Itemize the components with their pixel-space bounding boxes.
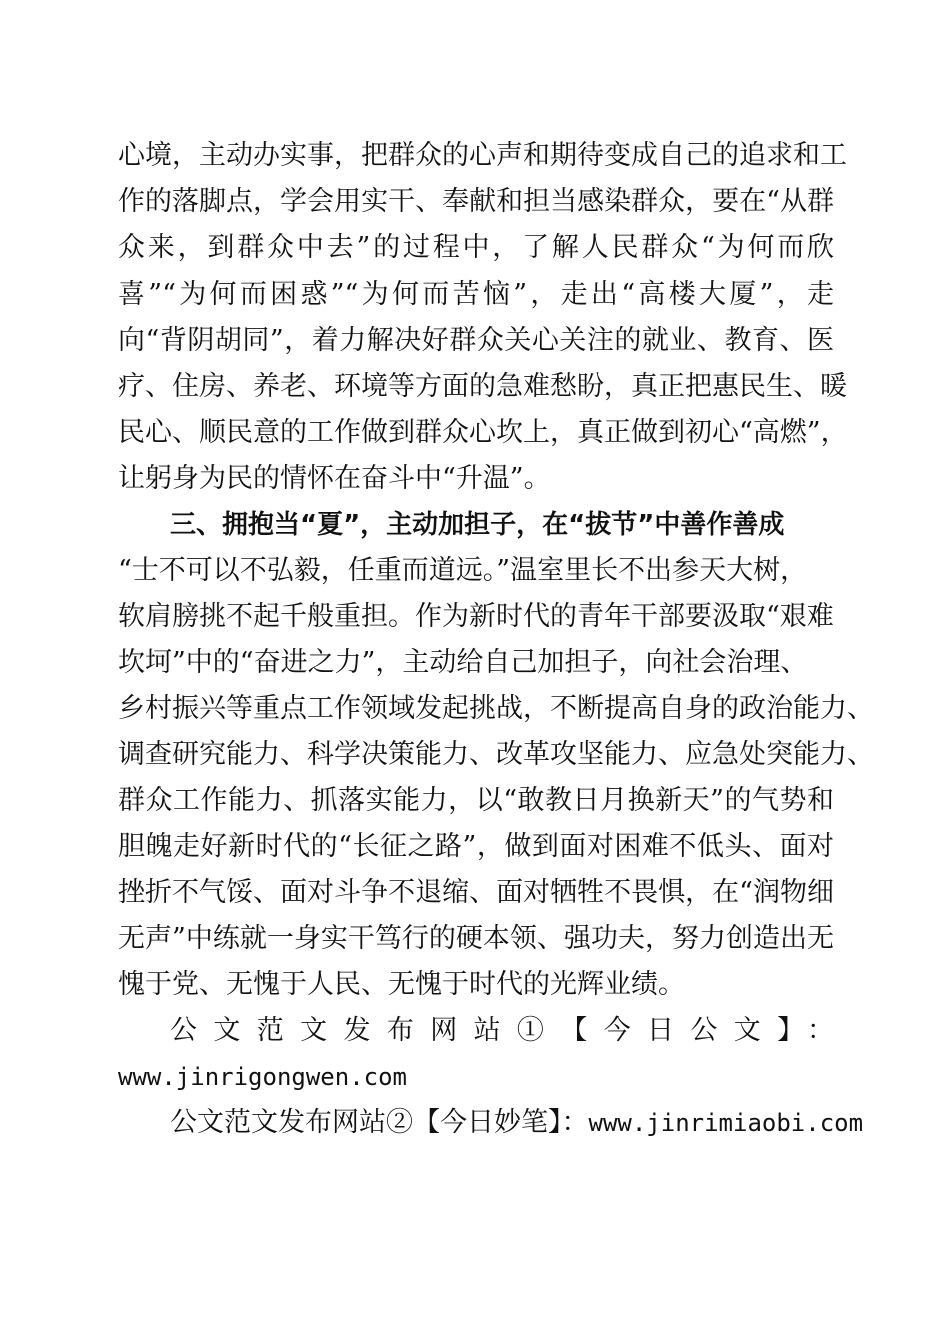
paragraph-line: 软肩膀挑不起千般重担。作为新时代的青年干部要汲取“艰难 — [118, 601, 834, 632]
footer-site2-url[interactable]: www.jinrimiaobi.com — [588, 1109, 864, 1137]
paragraph-line: 调查研究能力、科学决策能力、改革攻坚能力、应急处突能力、 — [118, 739, 874, 770]
paragraph-line: 群众工作能力、抓落实能力，以“敢教日月换新天”的气势和 — [118, 785, 834, 816]
paragraph-line: 让躬身为民的情怀在奋斗中“升温”。 — [118, 463, 551, 494]
paragraph-line: 挫折不气馁、面对斗争不退缩、面对牺牲不畏惧，在“润物细 — [118, 877, 834, 908]
paragraph-line: 众来，到群众中去”的过程中，了解人民群众“为何而欣 — [118, 232, 834, 263]
paragraph-line: 民心、顺民意的工作做到群众心坎上，真正做到初心“高燃”， — [118, 417, 848, 448]
footer-site2 — [170, 1101, 864, 1145]
footer-site1-label: 公文范文发布网站①【今日公文】： — [170, 1015, 834, 1046]
paragraph-line: 无声”中练就一身实干笃行的硬本领、强功夫，努力创造出无 — [118, 923, 834, 954]
paragraph-line: 心境，主动办实事，把群众的心声和期待变成自己的追求和工 — [118, 140, 847, 171]
section-heading: 三、拥抱当“夏”，主动加担子，在“拔节”中善作善成 — [170, 510, 785, 540]
paragraph-line: 坎坷”中的“奋进之力”，主动给自己加担子，向社会治理、 — [118, 647, 808, 678]
paragraph-line: 向“背阴胡同”，着力解决好群众关心关注的就业、教育、医 — [118, 325, 834, 356]
paragraph-line: 作的落脚点，学会用实干、奉献和担当感染群众，要在“从群 — [118, 186, 834, 217]
paragraph-line: 疗、住房、养老、环境等方面的急难愁盼，真正把惠民生、暖 — [118, 371, 847, 402]
footer-site2-label: 公文范文发布网站②【今日妙笔】： — [170, 1107, 589, 1138]
paragraph-line: “士不可以不弘毅，任重而道远。”温室里长不出参天大树， — [118, 555, 808, 586]
paragraph-line: 乡村振兴等重点工作领域发起挑战，不断提高自身的政治能力、 — [118, 693, 874, 724]
paragraph-line: 胆魄走好新时代的“长征之路”，做到面对困难不低头、面对 — [118, 831, 834, 862]
paragraph-line: 喜”“为何而困惑”“为何而苦恼”，走出“高楼大厦”，走 — [118, 279, 834, 310]
paragraph-line: 愧于党、无愧于人民、无愧于时代的光辉业绩。 — [118, 969, 685, 1000]
footer-site1-url[interactable]: www.jinrigongwen.com — [118, 1063, 407, 1091]
